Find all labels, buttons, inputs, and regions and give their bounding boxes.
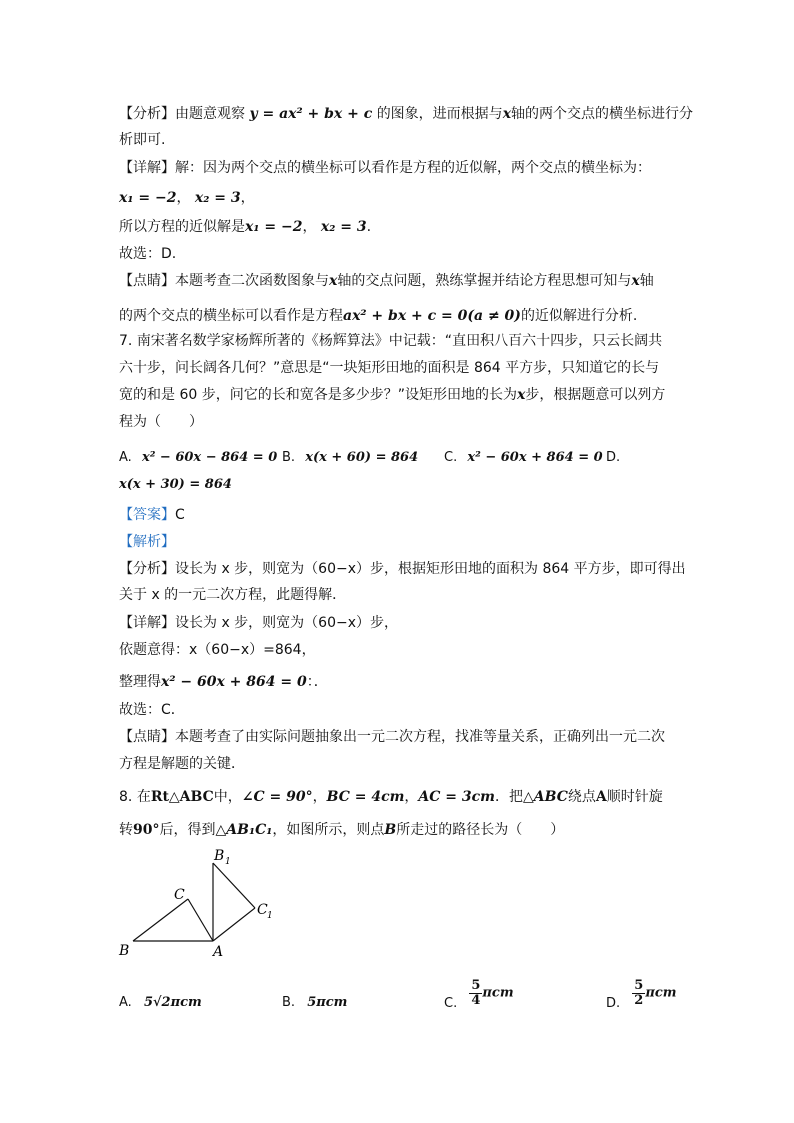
q7-xj-line-4: 故选：C． [119,702,185,718]
q8-line-2: 转90°后，得到△AB₁C₁，如图所示，则点B所走过的路径长为（ ） [119,822,565,838]
q7-option-b: B. x(x + 60) = 864 [282,450,419,465]
q7-xj-line-1: 【详解】设长为 x 步，则宽为（60−x）步， [119,615,399,631]
remark-line-2: 的两个交点的横坐标可以看作是方程ax² + bx + c = 0(a ≠ 0)的近似解进行分析. [119,308,638,324]
q8-option-b: B. 5πcm [282,995,348,1010]
q7-line-4: 程为（ ） [119,414,203,430]
analysis-line-1: 【分析】由题意观察 y = ax² + bx + c 的图象，进而根据与x轴的两个交点的横坐标进行分 [119,106,694,122]
q7-line-2: 六十步，问长阔各几何？”意思是“一块矩形田地的面积是 864 平方步，只知道它的长与 [119,360,660,376]
q7-line-3: 宽的和是 60 步，问它的长和宽各是多少步？”设矩形田地的长为x步，根据题意可以列方 [119,387,666,403]
segment-c1a [213,908,255,941]
q8-line-1: 8. 在Rt△ABC中，∠C = 90°，BC = 4cm，AC = 3cm．把△ABC绕点A顺时针旋 [119,789,663,805]
label-b1-sub: 1 [225,857,231,867]
label-c1: C [257,902,268,918]
q7-option-d: x(x + 30) = 864 [119,477,232,492]
segment-ca [188,899,213,941]
label-c: C [174,887,185,903]
q7-xj-line-2: 依题意得：x（60−x）=864， [119,642,316,658]
segment-bc [133,899,188,941]
q8-option-d: D. $\frac{5}{2}$ πcm [606,977,677,1011]
detail-line-3: 所以方程的近似解是x₁ = −2， x₂ = 3. [119,219,372,235]
choose-d-line: 故选：D. [119,246,177,262]
label-b: B [119,943,130,959]
q7-fx-line-2: 关于 x 的一元二次方程，此题得解． [119,587,347,603]
detail-line-2: x₁ = −2， x₂ = 3， [119,190,255,206]
remark-line-1: 【点睛】本题考查二次函数图象与x轴的交点问题，熟练掌握并结论方程思想可知与x轴 [119,273,654,289]
analysis-line-2: 析即可. [119,132,166,148]
detail-line-1: 【详解】解：因为两个交点的横坐标可以看作是方程的近似解，两个交点的横坐标为： [119,160,651,176]
q8-number: 8. [119,789,133,805]
q8-option-c: C. $\frac{5}{4}$ πcm [444,977,514,1011]
q7-option-a: A. x² − 60x − 864 = 0 [119,450,278,465]
q7-option-c: C. x² − 60x + 864 = 0 [444,450,603,465]
parabola-equation: y = ax² + bx + c [249,106,373,122]
q8-option-a: A. 5√2πcm [119,995,202,1010]
detail-tag: 【详解】 [119,160,175,176]
answer-tag: 【答案】 [119,507,175,523]
q7-dj-line-1: 【点睛】本题考查了由实际问题抽象出一元二次方程，找准等量关系，正确列出一元二次 [119,729,665,745]
label-a: A [213,944,224,960]
q7-fx-line-1: 【分析】设长为 x 步，则宽为（60−x）步，根据矩形田地的面积为 864 平方步，即可得出 [119,561,686,577]
q7-xj-line-3: 整理得x² − 60x + 864 = 0：． [119,674,328,690]
label-c1-sub: 1 [267,911,273,921]
analysis-tag: 【分析】 [119,106,175,122]
q7-number: 7. [119,333,133,349]
q7-option-d-label: D. [606,450,621,465]
q7-dj-line-2: 方程是解题的关键． [119,756,245,772]
q7-answer: 【答案】C [119,507,185,523]
label-b1: B [214,848,225,864]
remark-tag: 【点睛】 [119,273,175,289]
segment-b1c1 [213,863,255,908]
q7-analysis-tag: 【解析】 [119,534,175,550]
q7-line-1: 7. 南宋著名数学家杨辉所著的《杨辉算法》中记载：“直田积八百六十四步，只云长阔共 [119,333,663,349]
rotation-figure [110,842,280,962]
